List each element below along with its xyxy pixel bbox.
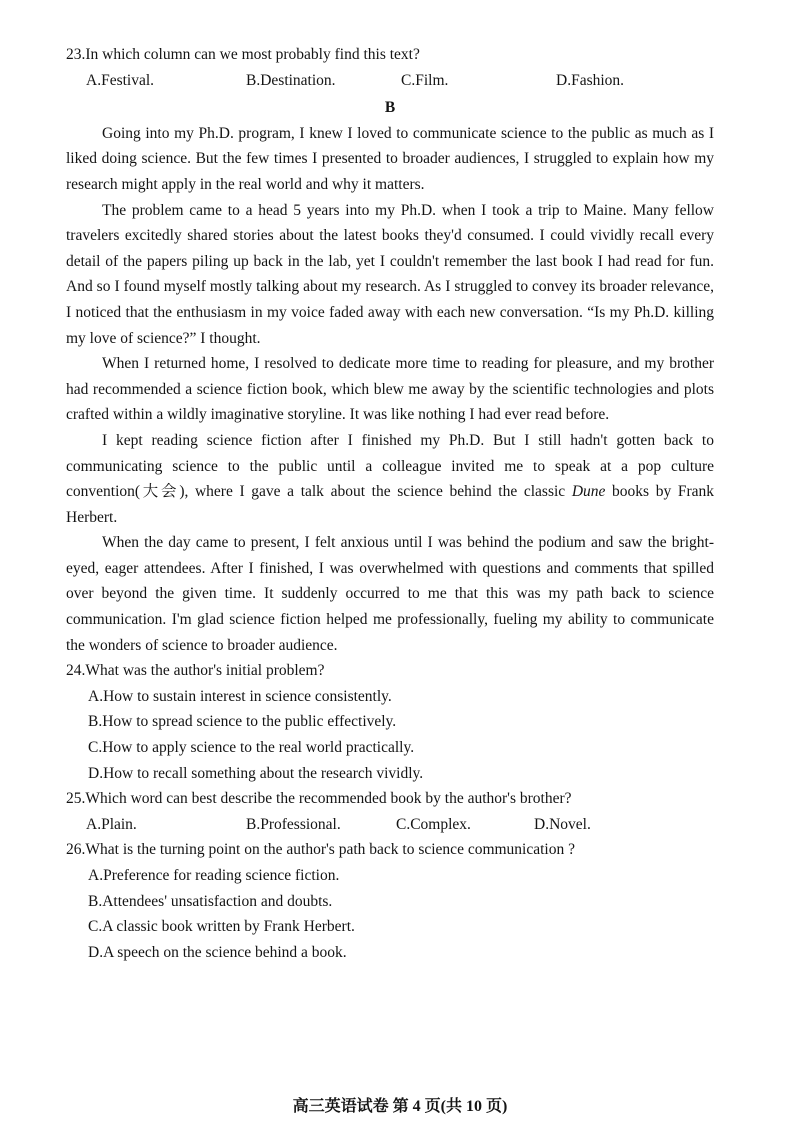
- question-24-stem: 24.What was the author's initial problem?: [66, 662, 325, 680]
- q25-option-b: B.Professional.: [246, 815, 341, 833]
- q26-option-c: C.A classic book written by Frank Herbert.: [88, 918, 355, 936]
- q25-option-a: A.Plain.: [86, 815, 137, 833]
- p4-text-after: books by Frank Herbert.: [66, 483, 714, 526]
- book-title-dune: Dune: [571, 483, 606, 501]
- q24-option-b: B.How to spread science to the public effectively.: [88, 713, 397, 731]
- passage-paragraph-3: When I returned home, I resolved to dedicate more time to reading for pleasure, and my brother had recommended a science fiction book, which blew me away by the scientific technologies and plots crafted within a wildly imaginative storyline. It was like nothing I had ever read before.: [66, 355, 714, 424]
- q26-option-b: B.Attendees' unsatisfaction and doubts.: [88, 892, 333, 910]
- q24-option-c: C.How to apply science to the real world practically.: [88, 739, 415, 757]
- q23-option-a: A.Festival.: [86, 71, 155, 89]
- section-title: B: [384, 99, 396, 117]
- passage-paragraph-2: The problem came to a head 5 years into my Ph.D. when I took a trip to Maine. Many fellow travelers excitedly shared stories about the latest books they'd consumed. I could vividly recall every detail of the papers piling up back in the lab, yet I couldn't remember the last book I had read for fun. And so I found myself mostly talking about my research. As I struggled to convey its broader relevance, I noticed that the enthusiasm in my voice faded away with each new conversation. “Is my Ph.D. killing my love of science?” I thought.: [66, 201, 714, 347]
- question-26-stem: 26.What is the turning point on the author's path back to science communication ?: [66, 841, 575, 859]
- q24-option-a: A.How to sustain interest in science consistently.: [88, 687, 392, 705]
- q23-option-b: B.Destination.: [246, 71, 336, 89]
- passage-paragraph-4: [66, 428, 714, 530]
- passage-paragraph-1: Going into my Ph.D. program, I knew I loved to communicate science to the public as much as I liked doing science. But the few times I presented to broader audiences, I struggled to explain how my research might apply in the real world and why it matters.: [66, 124, 714, 193]
- q23-option-c: C.Film.: [401, 71, 449, 89]
- q23-option-d: D.Fashion.: [556, 71, 625, 89]
- question-25-stem: 25.Which word can best describe the recommended book by the author's brother?: [66, 790, 572, 808]
- q25-option-c: C.Complex.: [396, 815, 471, 833]
- question-23-options: [86, 68, 714, 94]
- q26-option-a: A.Preference for reading science fiction.: [88, 867, 340, 884]
- p4-text-before: I kept reading science fiction after I finished my Ph.D. But I still hadn't gotten back to communicating science to the public until a colleague invited me to speak at a pop culture convention(大会), where I gave a talk about the science behind the classic: [66, 431, 714, 501]
- q24-option-d: D.How to recall something about the research vividly.: [88, 764, 424, 782]
- page-footer: 高三英语试卷 第 4 页(共 10 页): [292, 1098, 508, 1115]
- question-25-options: [86, 812, 714, 838]
- question-23-stem: 23.In which column can we most probably find this text?: [66, 46, 420, 63]
- q25-option-d: D.Novel.: [534, 815, 591, 833]
- q26-option-d: D.A speech on the science behind a book.: [88, 943, 347, 961]
- passage-paragraph-5: When the day came to present, I felt anxious until I was behind the podium and saw the bright-eyed, eager attendees. After I finished, I was overwhelmed with questions and comments that spilled over beyond the given time. It suddenly occurred to me that this was my path back to science communication. I'm glad science fiction helped me professionally, fueling my ability to communicate the wonders of science to broader audience.: [66, 534, 714, 654]
